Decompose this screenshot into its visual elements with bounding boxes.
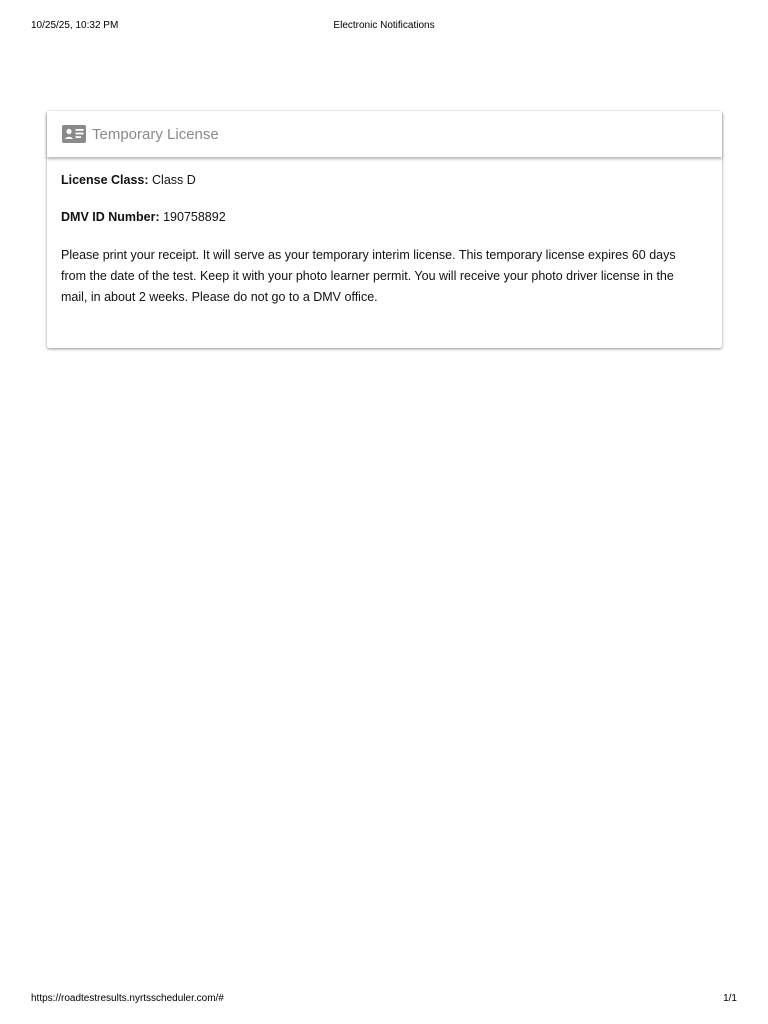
print-footer-url: https://roadtestresults.nyrtsscheduler.com/# xyxy=(31,993,224,1004)
id-card-icon xyxy=(62,125,86,143)
card-header xyxy=(47,111,722,157)
license-class-value: Class D xyxy=(152,173,196,187)
license-notice-text: Please print your receipt. It will serve as your temporary interim license. This temporary license expires 60 days from the date of the test. Keep it with your photo learner permit. You will receive your photo driver license in the mail, in about 2 weeks. Please do not go to a DMV office. xyxy=(61,248,676,304)
print-header-datetime: 10/25/25, 10:32 PM xyxy=(31,20,119,31)
dmv-id-value: 190758892 xyxy=(163,210,226,224)
license-class-label: License Class: xyxy=(61,173,153,187)
dmv-id-row xyxy=(61,208,701,226)
card-body xyxy=(61,171,701,308)
card-title: Temporary License xyxy=(92,125,219,143)
print-header-page-title: Electronic Notifications xyxy=(333,20,435,31)
license-class-row xyxy=(61,171,701,189)
dmv-id-label: DMV ID Number: xyxy=(61,210,164,224)
print-footer-page-number: 1/1 xyxy=(723,993,737,1004)
temporary-license-card xyxy=(47,111,722,348)
